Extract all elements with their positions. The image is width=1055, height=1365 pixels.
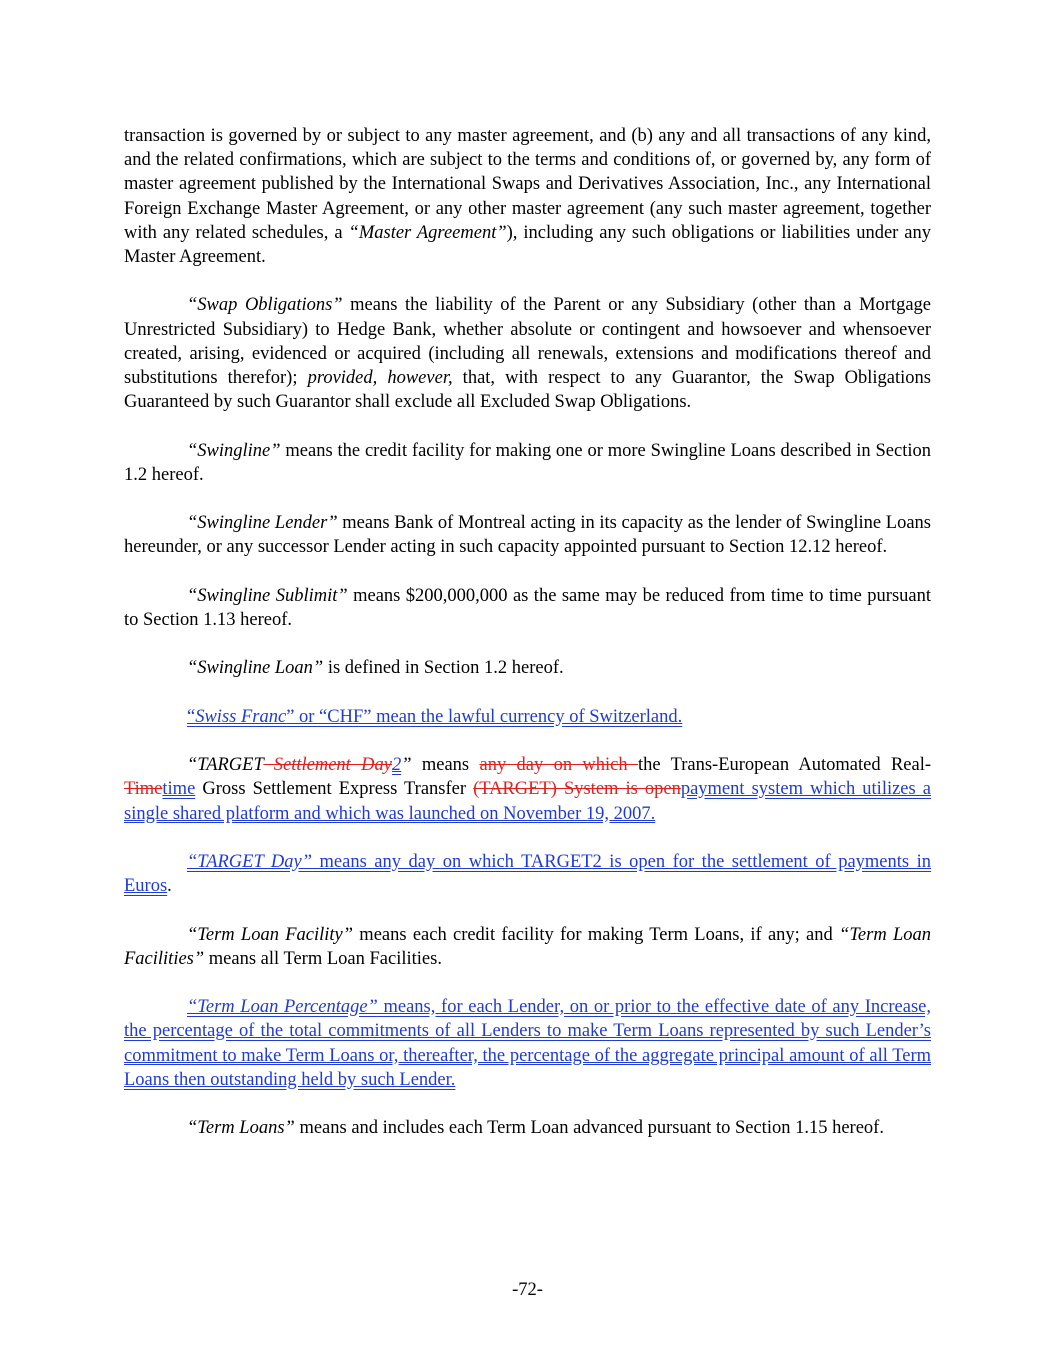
inserted-defined-term: “Term Loan Percentage” — [187, 997, 378, 1018]
inserted-defined-term: Swiss Franc — [195, 706, 287, 727]
definition-swingline: “Swingline” means the credit facility for making one or more Swingline Loans described in Section 1.2 hereof. — [124, 440, 931, 485]
definition-swingline-lender: “Swingline Lender” means Bank of Montreal acting in its capacity as the lender of Swingline Loans hereunder, or any successor Lender acting in such capacity appointed pursuant to Section 12.12 hereof. — [124, 513, 931, 558]
defined-term: “Swingline Sublimit” — [187, 585, 348, 606]
definition-swingline-sublimit: “Swingline Sublimit” means $200,000,000 as the same may be reduced from time to time pursuant to Section 1.13 hereof. — [124, 585, 932, 630]
defined-term: “Swap Obligations” — [187, 295, 343, 316]
paragraph-master-agreement-continuation: transaction is governed by or subject to any master agreement, and (b) any and all transactions of any kind, and the related confirmations, which are subject to the terms and conditions of, or governed by, any form of master agreement published by the International Swaps and Derivatives Association, Inc., any International Foreign Exchange Master Agreement, or any other master agreement (any such master agreement, together with any related schedules, a “Master Agreement”), including any such obligations or liabilities under any Master Agreement. — [124, 126, 931, 268]
definition-target2: “TARGET Settlement Day2” means any day on which the Trans-European Automated Real-Timetime Gross Settlement Express Transfer (TARGET) System is openpayment system which utilizes a single shared platform and which was launched on November 19, 2007. — [124, 755, 932, 824]
deleted-text: any day on which — [479, 755, 638, 776]
inserted-text: “ — [187, 706, 196, 727]
document-body — [124, 124, 931, 1165]
defined-term: “Term Loan Facilities” — [124, 924, 931, 969]
inserted-text: payment system which utilizes a single shared platform and which was launched on November 19, 2007. — [124, 779, 931, 824]
definition-swap-obligations: “Swap Obligations” means the liability of the Parent or any Subsidiary (other than a Mortgage Unrestricted Subsidiary) to Hedge Bank, whether absolute or contingent and howsoever and whensoever created, arising, evidenced or acquired (including all renewals, extensions and modifications thereof and substitutions therefor); provided, however, that, with respect to any Guarantor, the Swap Obligations Guaranteed by such Guarantor shall exclude all Excluded Swap Obligations. — [124, 295, 931, 413]
defined-term: “Master Agreement” — [348, 222, 507, 243]
deleted-text: Settlement Day — [263, 755, 392, 776]
deleted-text: Time — [124, 779, 163, 800]
defined-term: “Swingline Lender” — [187, 513, 338, 534]
definition-term-loans: “Term Loans” means and includes each Term Loan advanced pursuant to Section 1.15 hereof. — [187, 1118, 884, 1139]
defined-term: “Swingline” — [187, 440, 281, 461]
defined-term: “Swingline Loan” — [187, 658, 324, 679]
inserted-defined-term: “TARGET Day” — [187, 851, 313, 872]
inserted-text: means, for each Lender, on or prior to the effective date of any Increase, the percentage of the total commitments of all Lenders to make Term Loans represented by such Lender’s commitment to make Term Loans or, thereafter, the percentage of the aggregate principal amount of all Term Loans then outstanding held by such Lender. — [124, 997, 931, 1090]
defined-term: “TARGET — [187, 755, 264, 776]
definition-term-loan-percentage-inserted — [124, 995, 931, 1092]
defined-term: “Term Loan Facility” — [187, 924, 354, 945]
definition-swiss-franc-inserted — [124, 705, 931, 729]
definition-swingline-loan: “Swingline Loan” is defined in Section 1.2 hereof. — [187, 658, 564, 679]
inserted-text: ” or “CHF” mean the lawful currency of Switzerland. — [286, 706, 683, 727]
inserted-text: time — [162, 779, 196, 800]
definition-term-loan-facility: “Term Loan Facility” means each credit facility for making Term Loans, if any; and “Term Loan Facilities” means all Term Loan Facilities. — [124, 924, 931, 969]
defined-term: “Term Loans” — [187, 1118, 295, 1139]
page-number: -72- — [512, 1280, 543, 1300]
definition-target-day-inserted: “TARGET Day” means any day on which TARGET2 is open for the settlement of payments in Euros. — [124, 851, 932, 897]
inserted-text: 2 — [391, 755, 402, 776]
deleted-text: (TARGET) System is open — [473, 779, 681, 800]
inserted-text: means any day on which TARGET2 is open for the settlement of payments in Euros — [124, 851, 932, 897]
